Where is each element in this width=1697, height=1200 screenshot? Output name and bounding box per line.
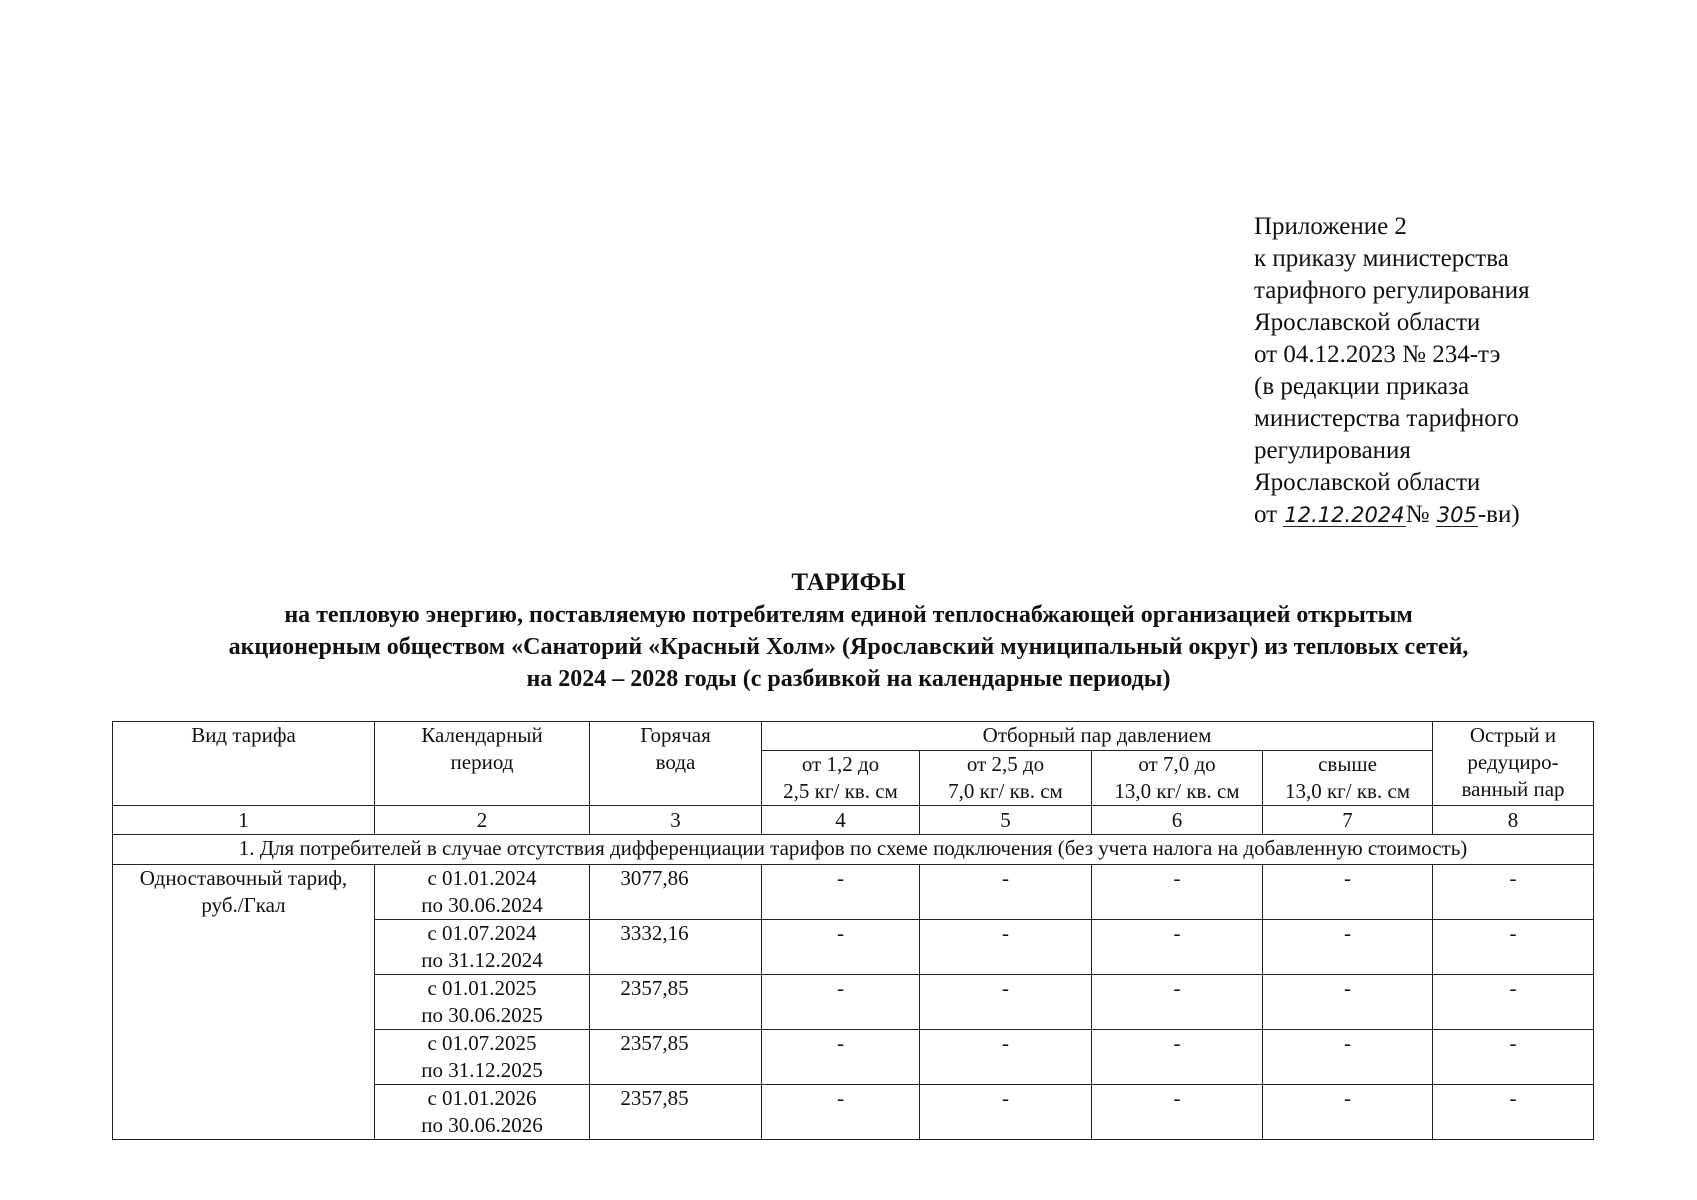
header-steam-range-l2: 13,0 кг/ кв. см: [1284, 779, 1411, 803]
column-number: 5: [920, 806, 1092, 835]
column-number: 8: [1433, 806, 1594, 835]
sharp-steam-value: -: [1433, 975, 1594, 1030]
column-number: 4: [762, 806, 920, 835]
tariffs-table: [112, 721, 1594, 1140]
header-steam-range-l2: 13,0 кг/ кв. см: [1114, 779, 1240, 803]
appendix-line: от 04.12.2023 № 234-тэ: [1254, 341, 1501, 368]
header-steam-range-l1: свыше: [1318, 752, 1377, 776]
tariff-type-l1: Одноставочный тариф,: [139, 866, 348, 890]
order-number-sign: №: [1405, 501, 1436, 528]
header-sharp-l3: ванный пар: [1461, 777, 1565, 801]
header-sharp-l2: редуциро-: [1467, 750, 1559, 774]
hot-water-value: 2357,85: [590, 1085, 762, 1140]
steam-4-value: -: [1263, 1030, 1433, 1085]
column-number: 6: [1092, 806, 1263, 835]
steam-3-value: -: [1092, 865, 1263, 920]
header-steam: Отборный пар давлением: [762, 722, 1433, 751]
header-steam-range-l1: от 1,2 до: [801, 752, 880, 776]
order-suffix: -ви): [1477, 501, 1520, 528]
steam-2-value: -: [920, 1030, 1092, 1085]
steam-2-value: -: [920, 865, 1092, 920]
steam-2-value: -: [920, 920, 1092, 975]
column-number: 1: [113, 806, 375, 835]
column-number: 3: [590, 806, 762, 835]
header-period: [375, 722, 590, 806]
table-row: [113, 865, 1594, 920]
steam-3-value: -: [1092, 920, 1263, 975]
sharp-steam-value: -: [1433, 1085, 1594, 1140]
period-cell: [375, 1030, 590, 1085]
header-hot-water-l2: вода: [655, 750, 696, 774]
steam-1-value: -: [762, 1030, 920, 1085]
hot-water-value: 2357,85: [590, 1030, 762, 1085]
column-number: 2: [375, 806, 590, 835]
appendix-reference: [1254, 211, 1530, 531]
period-from: с 01.01.2026: [427, 1086, 537, 1110]
period-to: по 31.12.2025: [421, 1058, 543, 1082]
sharp-steam-value: -: [1433, 1030, 1594, 1085]
tariff-type-l2: руб./Гкал: [201, 893, 286, 917]
appendix-line: Ярославской области: [1254, 469, 1481, 496]
appendix-line: тарифного регулирования: [1254, 277, 1530, 304]
appendix-line: Ярославской области: [1254, 309, 1481, 336]
sharp-steam-value: -: [1433, 865, 1594, 920]
header-steam-range-l1: от 7,0 до: [1138, 752, 1216, 776]
period-from: с 01.07.2024: [427, 921, 537, 945]
steam-1-value: -: [762, 975, 920, 1030]
header-steam-range: [1263, 751, 1433, 806]
steam-1-value: -: [762, 1085, 920, 1140]
order-prefix: от: [1254, 501, 1284, 528]
header-hot-water: [590, 722, 762, 806]
title-line: акционерным обществом «Санаторий «Красный Холм» (Ярославский муниципальный округ) из тепловых сетей,: [228, 634, 1469, 660]
hot-water-value: 2357,85: [590, 975, 762, 1030]
steam-1-value: -: [762, 865, 920, 920]
steam-2-value: -: [920, 1085, 1092, 1140]
appendix-order-line: [1254, 499, 1530, 531]
period-from: с 01.01.2025: [427, 976, 537, 1000]
steam-4-value: -: [1263, 975, 1433, 1030]
steam-3-value: -: [1092, 1085, 1263, 1140]
appendix-line: к приказу министерства: [1254, 245, 1509, 272]
header-period-l2: период: [450, 750, 514, 774]
header-steam-range-l2: 2,5 кг/ кв. см: [783, 779, 898, 803]
period-to: по 30.06.2026: [421, 1113, 543, 1137]
steam-4-value: -: [1263, 920, 1433, 975]
header-tariff-type: Вид тарифа: [113, 722, 375, 806]
period-cell: [375, 920, 590, 975]
title-line: на тепловую энергию, поставляемую потребителям единой теплоснабжающей организацией открытым: [284, 602, 1413, 628]
period-from: с 01.07.2025: [427, 1031, 537, 1055]
steam-4-value: -: [1263, 1085, 1433, 1140]
header-sharp-l1: Острый и: [1469, 723, 1557, 747]
handwritten-date: 12.12.2024: [1284, 503, 1405, 527]
period-from: с 01.01.2024: [427, 866, 537, 890]
section-heading: 1. Для потребителей в случае отсутствия дифференциации тарифов по схеме подключения (без учета налога на добавленную стоимость): [113, 835, 1594, 865]
appendix-line: регулирования: [1254, 437, 1411, 464]
hot-water-value: 3332,16: [590, 920, 762, 975]
header-steam-range-l2: 7,0 кг/ кв. см: [948, 779, 1063, 803]
steam-3-value: -: [1092, 1030, 1263, 1085]
appendix-line: (в редакции приказа: [1254, 373, 1470, 400]
header-steam-range: [1092, 751, 1263, 806]
sharp-steam-value: -: [1433, 920, 1594, 975]
column-number-row: [113, 806, 1594, 835]
handwritten-number: 305: [1436, 503, 1477, 527]
header-sharp-steam: [1433, 722, 1594, 806]
title-line: на 2024 – 2028 годы (с разбивкой на календарные периоды): [526, 666, 1171, 692]
column-number: 7: [1263, 806, 1433, 835]
hot-water-value: 3077,86: [590, 865, 762, 920]
header-steam-range: [762, 751, 920, 806]
period-cell: [375, 865, 590, 920]
header-period-l1: Календарный: [421, 723, 543, 747]
appendix-line: министерства тарифного: [1254, 405, 1519, 432]
header-steam-range-l1: от 2,5 до: [966, 752, 1045, 776]
steam-3-value: -: [1092, 975, 1263, 1030]
steam-1-value: -: [762, 920, 920, 975]
steam-4-value: -: [1263, 865, 1433, 920]
period-cell: [375, 1085, 590, 1140]
period-to: по 30.06.2024: [421, 893, 543, 917]
header-steam-range: [920, 751, 1092, 806]
period-cell: [375, 975, 590, 1030]
document-title: [80, 567, 1617, 695]
appendix-line: Приложение 2: [1254, 213, 1407, 240]
period-to: по 30.06.2025: [421, 1003, 543, 1027]
period-to: по 31.12.2024: [421, 948, 543, 972]
tariff-type-cell: [113, 865, 375, 1140]
title-main: ТАРИФЫ: [791, 569, 906, 596]
header-hot-water-l1: Горячая: [640, 723, 711, 747]
steam-2-value: -: [920, 975, 1092, 1030]
